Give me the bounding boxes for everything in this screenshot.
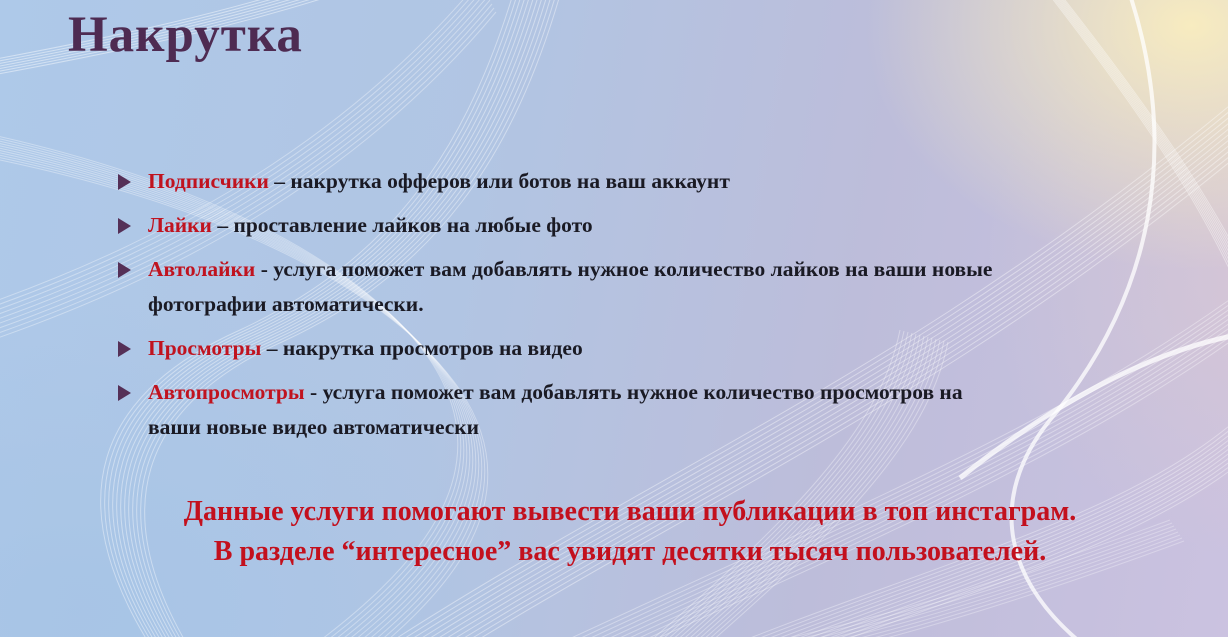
slide-title: Накрутка	[68, 7, 303, 63]
bullet-item-autolikes	[118, 252, 1002, 322]
bullet-text	[148, 331, 583, 366]
bullet-keyword: Автолайки	[148, 257, 256, 281]
footer-statement: Данные услуги помогают вывести ваши публикации в топ инстаграм. В разделе “интересное” вас увидят десятки тысяч пользователей.	[183, 496, 1077, 567]
bullet-text	[148, 164, 730, 199]
bullet-description: - услуга поможет вам добавлять нужное количество просмотров на ваши новые видео автоматически	[148, 380, 963, 439]
bullet-triangle-icon	[118, 385, 131, 401]
bullet-description: – накрутка просмотров на видео	[266, 336, 583, 360]
bullet-description: – проставление лайков на любые фото	[217, 213, 593, 237]
bullet-list	[118, 164, 1002, 454]
bullet-text	[148, 208, 593, 243]
bullet-item-views	[118, 331, 1002, 366]
bullet-keyword: Подписчики	[148, 169, 269, 193]
bullet-text	[148, 252, 1002, 322]
bullet-triangle-icon	[118, 174, 131, 190]
bullet-text	[148, 375, 1002, 445]
bullet-description: – накрутка офферов или ботов на ваш аккаунт	[274, 169, 730, 193]
bullet-item-subscribers	[118, 164, 1002, 199]
bullet-keyword: Автопросмотры	[148, 380, 305, 404]
bullet-keyword: Просмотры	[148, 336, 262, 360]
bullet-triangle-icon	[118, 262, 131, 278]
bullet-keyword: Лайки	[148, 213, 212, 237]
bullet-triangle-icon	[118, 341, 131, 357]
bullet-description: - услуга поможет вам добавлять нужное количество лайков на ваши новые фотографии автоматически.	[148, 257, 993, 316]
bullet-item-autoviews	[118, 375, 1002, 445]
bullet-triangle-icon	[118, 218, 131, 234]
bullet-item-likes	[118, 208, 1002, 243]
